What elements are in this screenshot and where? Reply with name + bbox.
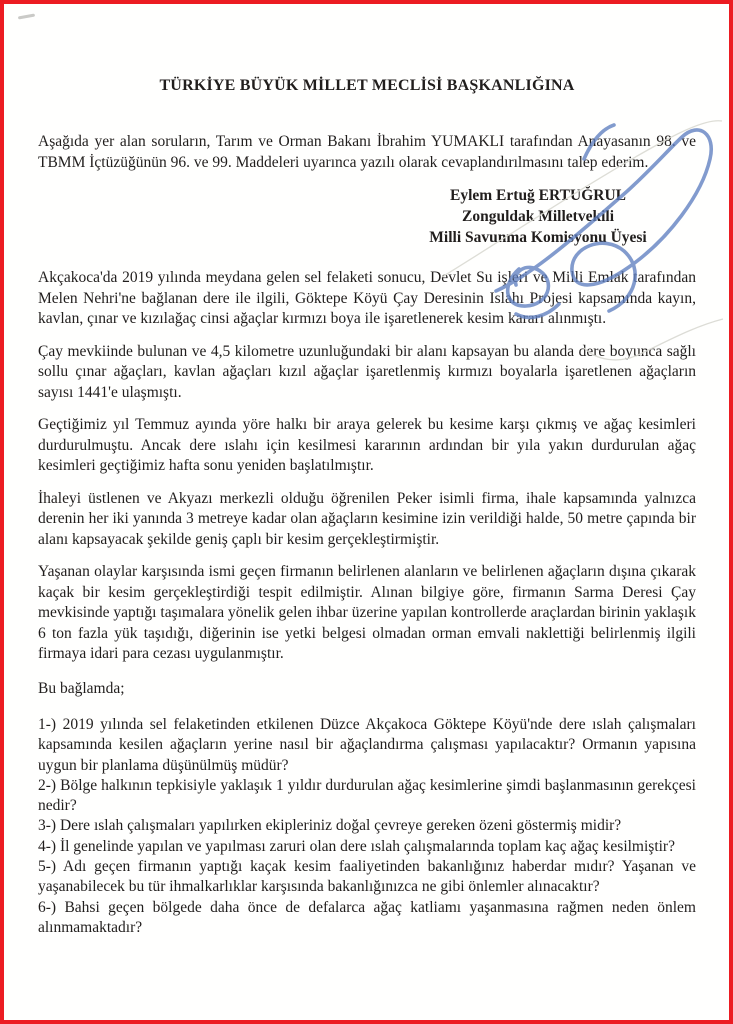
signer-role: Zonguldak Milletvekili <box>461 208 614 225</box>
question-item: 4-) İl genelinde yapılan ve yapılması zaruri olan dere ıslah çalışmalarında toplam kaç ağaç kesilmiştir? <box>38 837 675 855</box>
body-paragraph: Yaşanan olaylar karşısında ismi geçen firmanın belirlenen alanların ve belirlenen ağaçların dışına çıkarak kaçak bir kesim gerçekleştirdiği tespit edilmiştir. Alınan bilgiye göre, firmanın Sarma Deresi Çay mevkisinde yaptığı taşımalara yönelik gelen ihbar üzerine yapılan kontrollerde araçlardan birinin yaklaşık 6 ton fazla yük taşıdığı, diğerinin ise yetki belgesi olmadan orman emvali naklettiği belirlenmiş ilgili firmaya idari para cezası uygulanmıştır. <box>38 563 696 662</box>
body-paragraph: Çay mevkiinde bulunan ve 4,5 kilometre uzunluğundaki bir alanı kapsayan bu alanda dere boyunca sağlı sollu çınar ağaçları, kavlan ağaçları kızıl ağaçlar işaretlenmiş kırmızı boyalarla işaretlenen ağaçların sayısı 1441'e ulaşmıştı. <box>38 342 696 401</box>
body-paragraph: Geçtiğimiz yıl Temmuz ayında yöre halkı bir araya gelerek bu kesime karşı çıkmış ve ağaç kesimleri durdurulmuştu. Ancak dere ıslahı için kesilmesi kararının ardından bir yıla yakın durdurulan ağaç kesimleri geçtiğimiz hafta sonu yeniden başlatılmıştır. <box>38 416 696 474</box>
document-title: TÜRKİYE BÜYÜK MİLLET MECLİSİ BAŞKANLIĞINA <box>159 77 575 94</box>
question-item: 1-) 2019 yılında sel felaketinden etkilenen Düzce Akçakoca Göktepe Köyü'nde dere ıslah çalışmaları kapsamında kesilen ağaçların yerine nasıl bir ağaçlandırma çalışması yapılacaktır? Ormanın yapısına uygun bir planlama düşünülmüş müdür? <box>38 716 696 774</box>
context-label: Bu bağlamda; <box>38 679 125 697</box>
question-item: 3-) Dere ıslah çalışmaları yapılırken ekipleriniz doğal çevreye gereken özeni göstermiş midir? <box>38 817 622 835</box>
scan-artifact-speck <box>18 14 35 20</box>
question-item: 5-) Adı geçen firmanın yaptığı kaçak kesim faaliyetinden bakanlığınız haberdar mıdır? Yaşanan ve yaşanabilecek bu tür ihmalkarlıklar karşısında bakanlığınızca ne gibi önlemler alınacaktır? <box>38 858 696 896</box>
question-item: 2-) Bölge halkının tepkisiyle yaklaşık 1 yıldır durdurulan ağaç kesimlerine şimdi başlanmasının gerekçesi nedir? <box>38 776 696 815</box>
question-list <box>38 715 696 938</box>
signer-name: Eylem Ertuğ ERTUĞRUL <box>450 187 626 204</box>
body-paragraph: İhaleyi üstlenen ve Akyazı merkezli olduğu öğrenilen Peker isimli firma, ihale kapsamında yalnızca derenin her iki yanında 3 metreye kadar olan ağaçların kesimine izin verildiği halde, 50 metre çapında bir alanı kapsayacak şekilde geniş çaplı bir kesim gerçekleştirmiştir. <box>38 489 696 548</box>
body-paragraph: Akçakoca'da 2019 yılında meydana gelen sel felaketi sonucu, Devlet Su işleri ve Milli Emlak tarafından Melen Nehri'ne bağlanan dere ile ilgili, Göktepe Köyü Çay Deresinin Islahı Projesi kapsamında kayın, kavlan, çınar ve kızılağaç cinsi ağaçlar kırmızı boya ile işaretlenerek kesim kararı alınmıştı. <box>38 269 696 327</box>
intro-paragraph: Aşağıda yer alan soruların, Tarım ve Orman Bakanı İbrahim YUMAKLI tarafından Anayasanın 98. ve TBMM İçtüzüğünün 96. ve 99. Maddeleri uyarınca yazılı olarak cevaplandırılmasını talep ederim. <box>38 133 696 171</box>
signature-block <box>388 185 688 248</box>
question-item: 6-) Bahsi geçen bölgede daha önce de defalarca ağaç katliamı yaşanmasına rağmen neden önlem alınmamaktadır? <box>38 898 696 936</box>
signer-committee: Milli Savunma Komisyonu Üyesi <box>429 229 647 246</box>
